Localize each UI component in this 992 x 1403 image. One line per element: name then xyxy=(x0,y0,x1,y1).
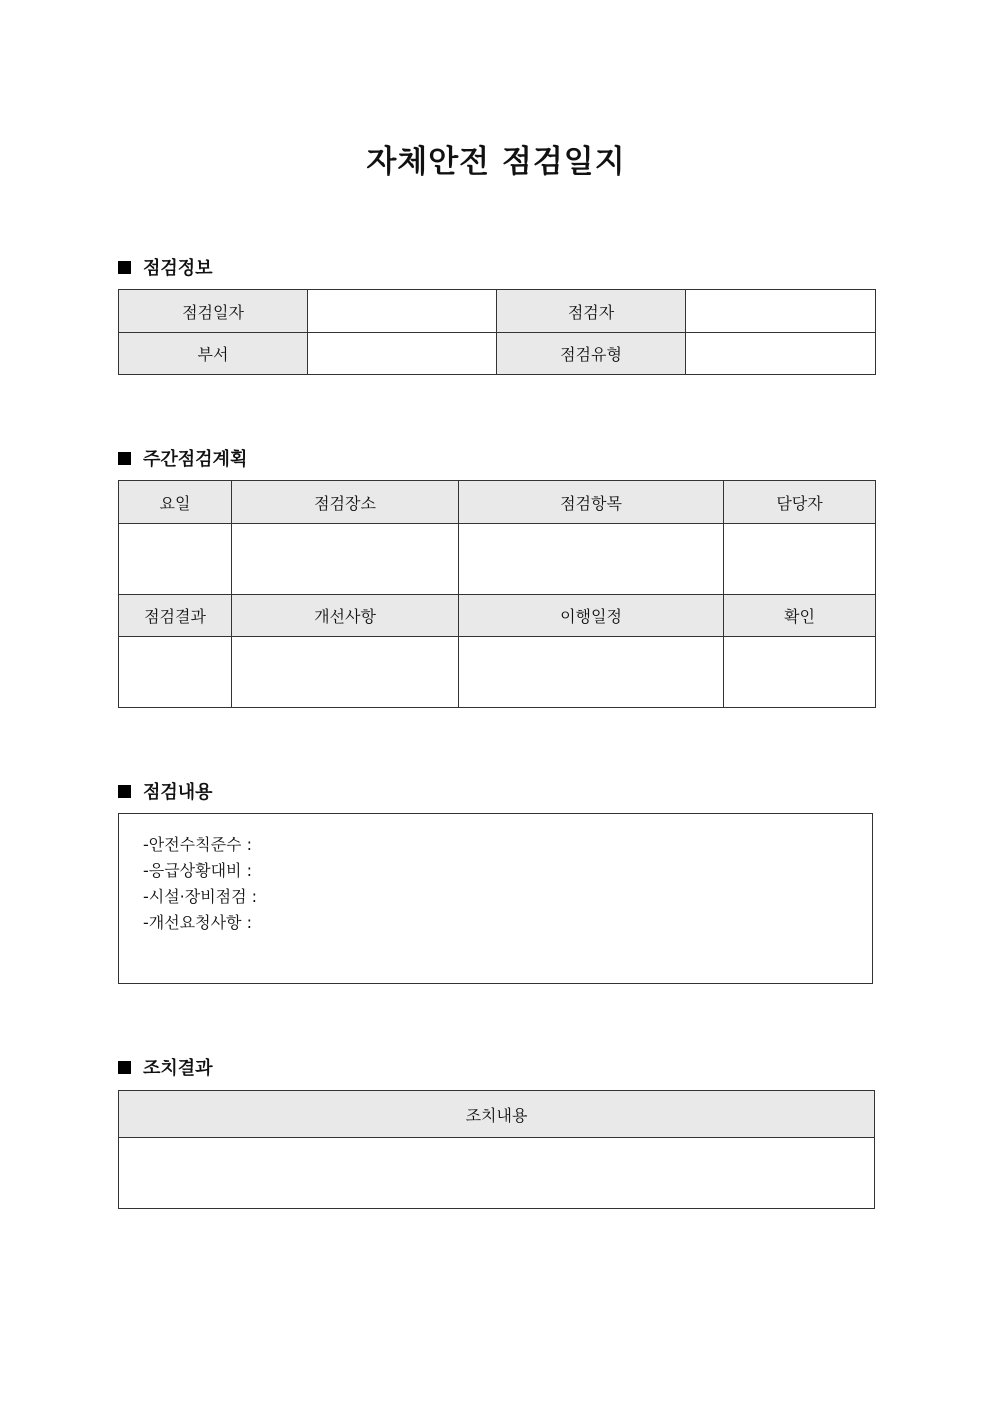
section-title: 점검정보 xyxy=(143,258,213,279)
item-cell[interactable] xyxy=(459,524,724,595)
square-bullet-icon xyxy=(118,452,131,465)
department-label: 부서 xyxy=(119,333,308,375)
header-result: 점검결과 xyxy=(119,595,232,637)
action-table xyxy=(118,1090,875,1209)
header-confirm: 확인 xyxy=(724,595,876,637)
section-heading-action xyxy=(118,1054,213,1080)
content-line-facility: -시설·장비점검 : xyxy=(143,887,258,906)
department-field[interactable] xyxy=(308,333,497,375)
square-bullet-icon xyxy=(118,785,131,798)
inspector-label: 점검자 xyxy=(497,290,686,333)
date-field[interactable] xyxy=(308,290,497,333)
header-manager: 담당자 xyxy=(724,481,876,524)
content-line-request: -개선요청사항 : xyxy=(143,913,252,932)
square-bullet-icon xyxy=(118,1061,131,1074)
content-box[interactable] xyxy=(118,813,873,984)
section-title: 조치결과 xyxy=(143,1058,213,1079)
header-day: 요일 xyxy=(119,481,232,524)
improvement-cell[interactable] xyxy=(232,637,459,708)
section-heading-content xyxy=(118,778,213,804)
header-item: 점검항목 xyxy=(459,481,724,524)
section-title: 점검내용 xyxy=(143,782,213,803)
manager-cell[interactable] xyxy=(724,524,876,595)
section-heading-info xyxy=(118,254,213,280)
content-line-emergency: -응급상황대비 : xyxy=(143,861,252,880)
day-cell[interactable] xyxy=(119,524,232,595)
page-title: 자체안전 점검일지 xyxy=(366,144,626,180)
weekly-plan-table xyxy=(118,480,876,708)
content-line-safety: -안전수칙준수 : xyxy=(143,835,252,854)
inspector-field[interactable] xyxy=(686,290,876,333)
location-cell[interactable] xyxy=(232,524,459,595)
schedule-cell[interactable] xyxy=(459,637,724,708)
inspection-type-label: 점검유형 xyxy=(497,333,686,375)
header-schedule: 이행일정 xyxy=(459,595,724,637)
square-bullet-icon xyxy=(118,261,131,274)
section-title: 주간점검계획 xyxy=(143,449,248,470)
action-content-cell[interactable] xyxy=(119,1138,875,1209)
result-cell[interactable] xyxy=(119,637,232,708)
date-label: 점검일자 xyxy=(119,290,308,333)
inspection-type-field[interactable] xyxy=(686,333,876,375)
info-table xyxy=(118,289,876,375)
action-header: 조치내용 xyxy=(119,1091,875,1138)
confirm-cell[interactable] xyxy=(724,637,876,708)
header-location: 점검장소 xyxy=(232,481,459,524)
header-improvement: 개선사항 xyxy=(232,595,459,637)
section-heading-weekly xyxy=(118,445,247,471)
